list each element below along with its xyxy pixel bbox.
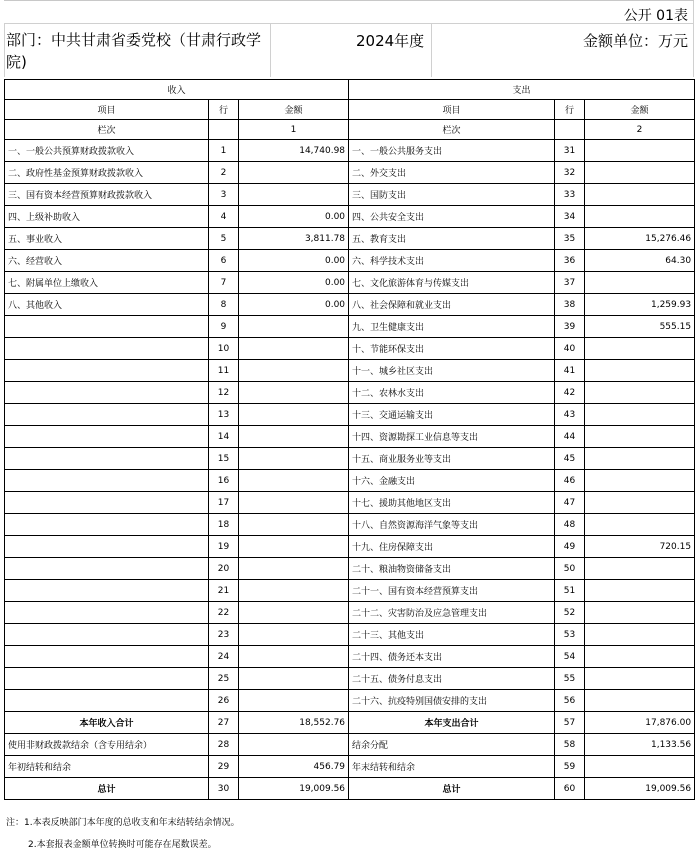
expense-row-number-cell: 45: [555, 448, 585, 470]
income-item-cell: [5, 668, 209, 690]
income-row-number-cell: 4: [209, 206, 239, 228]
income-row-number-cell: 29: [209, 756, 239, 778]
table-row: [5, 668, 695, 690]
section-header-row: [5, 80, 695, 100]
expense-amount-cell: [585, 690, 695, 712]
table-row: [5, 294, 695, 316]
expense-item-cell: 本年支出合计: [349, 712, 555, 734]
expense-row-number-cell: 40: [555, 338, 585, 360]
expense-item-header: 项目: [349, 100, 555, 120]
income-item-cell: 五、事业收入: [5, 228, 209, 250]
expense-item-cell: 六、科学技术支出: [349, 250, 555, 272]
expense-item-cell: 二十一、国有资本经营预算支出: [349, 580, 555, 602]
income-amount-cell: [239, 184, 349, 206]
income-amount-cell: [239, 404, 349, 426]
header-divider-1: [270, 23, 271, 77]
expense-item-cell: 三、国防支出: [349, 184, 555, 206]
expense-row-number-cell: 39: [555, 316, 585, 338]
income-row-number-cell: 2: [209, 162, 239, 184]
expense-row-number-cell: 41: [555, 360, 585, 382]
income-row-number-cell: 14: [209, 426, 239, 448]
income-item-cell: [5, 492, 209, 514]
income-amount-cell: [239, 426, 349, 448]
income-item-cell: [5, 426, 209, 448]
income-row-number-cell: 6: [209, 250, 239, 272]
footnote-2: 2.本套报表金额单位转换时可能存在尾数误差。: [28, 840, 217, 850]
table-row: [5, 690, 695, 712]
expense-item-cell: 二十五、债务付息支出: [349, 668, 555, 690]
income-amount-cell: [239, 360, 349, 382]
income-item-cell: [5, 382, 209, 404]
income-item-cell: [5, 646, 209, 668]
expense-amount-cell: [585, 404, 695, 426]
income-item-cell: [5, 360, 209, 382]
table-row: [5, 228, 695, 250]
income-row-header: 行: [209, 100, 239, 120]
income-item-cell: 使用非财政拨款结余（含专用结余）: [5, 734, 209, 756]
expense-amount-cell: 720.15: [585, 536, 695, 558]
income-item-cell: [5, 514, 209, 536]
report-year: 2024年度: [356, 32, 425, 50]
income-amount-cell: [239, 316, 349, 338]
expense-amount-cell: 19,009.56: [585, 778, 695, 800]
income-amount-cell: 19,009.56: [239, 778, 349, 800]
column-header-row: [5, 100, 695, 120]
expense-item-cell: 一、一般公共服务支出: [349, 140, 555, 162]
income-row-number-cell: 30: [209, 778, 239, 800]
expense-row-number-cell: 42: [555, 382, 585, 404]
income-item-header: 项目: [5, 100, 209, 120]
expense-amount-cell: 1,133.56: [585, 734, 695, 756]
income-amount-cell: [239, 492, 349, 514]
income-section-header: 收入: [5, 80, 349, 100]
expense-row-number-cell: 38: [555, 294, 585, 316]
expense-item-cell: 十五、商业服务业等支出: [349, 448, 555, 470]
table-row: [5, 558, 695, 580]
expense-row-number-cell: 34: [555, 206, 585, 228]
expense-amount-cell: 64.30: [585, 250, 695, 272]
header-divider: [4, 23, 694, 24]
income-row-number-cell: 27: [209, 712, 239, 734]
table-row: [5, 756, 695, 778]
table-row: [5, 536, 695, 558]
expense-item-cell: 二十四、债务还本支出: [349, 646, 555, 668]
income-amount-cell: [239, 338, 349, 360]
expense-item-cell: 十七、援助其他地区支出: [349, 492, 555, 514]
table-row: [5, 360, 695, 382]
expense-amount-cell: [585, 492, 695, 514]
income-amount-cell: [239, 558, 349, 580]
income-amount-cell: 0.00: [239, 250, 349, 272]
income-row-number-cell: 19: [209, 536, 239, 558]
table-row: [5, 272, 695, 294]
expense-row-number-cell: 58: [555, 734, 585, 756]
income-row-number-cell: 13: [209, 404, 239, 426]
table-row: [5, 734, 695, 756]
expense-item-cell: 十九、住房保障支出: [349, 536, 555, 558]
income-amount-cell: [239, 536, 349, 558]
expense-row-number-cell: 33: [555, 184, 585, 206]
income-amount-cell: 456.79: [239, 756, 349, 778]
income-amount-cell: 0.00: [239, 206, 349, 228]
expense-row-number-cell: 54: [555, 646, 585, 668]
income-row-number-cell: 10: [209, 338, 239, 360]
income-amount-cell: [239, 448, 349, 470]
income-item-cell: [5, 602, 209, 624]
income-amount-cell: 0.00: [239, 294, 349, 316]
income-row-number-cell: 15: [209, 448, 239, 470]
header-left-border: [4, 23, 5, 77]
expense-item-cell: 七、文化旅游体育与传媒支出: [349, 272, 555, 294]
table-row: [5, 250, 695, 272]
income-item-cell: [5, 404, 209, 426]
expense-row-number-cell: 35: [555, 228, 585, 250]
expense-amount-cell: [585, 360, 695, 382]
income-amount-cell: [239, 470, 349, 492]
expense-row-number-cell: 57: [555, 712, 585, 734]
expense-row-number-cell: 46: [555, 470, 585, 492]
expense-item-cell: 九、卫生健康支出: [349, 316, 555, 338]
income-row-number-cell: 3: [209, 184, 239, 206]
income-item-cell: [5, 338, 209, 360]
expense-row-number-cell: 31: [555, 140, 585, 162]
expense-amount-cell: [585, 514, 695, 536]
table-row: [5, 338, 695, 360]
expense-item-cell: 结余分配: [349, 734, 555, 756]
expense-item-cell: 二、外交支出: [349, 162, 555, 184]
table-row: [5, 580, 695, 602]
expense-amount-cell: [585, 184, 695, 206]
income-item-cell: [5, 580, 209, 602]
header-right-border: [693, 1, 694, 77]
income-item-cell: 八、其他收入: [5, 294, 209, 316]
amount-unit: 金额单位：万元: [582, 32, 688, 50]
income-amount-cell: [239, 382, 349, 404]
expense-item-cell: 总计: [349, 778, 555, 800]
expense-item-cell: 十三、交通运输支出: [349, 404, 555, 426]
expense-row-number-cell: 49: [555, 536, 585, 558]
header-divider-2: [431, 23, 432, 77]
footnote-1: 注：1.本表反映部门本年度的总收支和年末结转结余情况。: [6, 818, 240, 828]
table-row: [5, 382, 695, 404]
expense-item-cell: 二十三、其他支出: [349, 624, 555, 646]
expense-item-cell: 十、节能环保支出: [349, 338, 555, 360]
income-row-number-cell: 17: [209, 492, 239, 514]
income-amount-cell: [239, 602, 349, 624]
income-item-cell: 年初结转和结余: [5, 756, 209, 778]
expense-item-cell: 十四、资源勘探工业信息等支出: [349, 426, 555, 448]
expense-row-number-cell: 52: [555, 602, 585, 624]
expense-item-cell: 十六、金融支出: [349, 470, 555, 492]
report-header: [4, 0, 694, 77]
income-amount-cell: [239, 690, 349, 712]
income-expense-table: [4, 79, 695, 800]
expense-order-label: 栏次: [349, 120, 555, 140]
expense-row-number-cell: 44: [555, 426, 585, 448]
table-row: [5, 162, 695, 184]
table-row: [5, 492, 695, 514]
expense-amount-cell: [585, 470, 695, 492]
income-amount-cell: [239, 646, 349, 668]
expense-amount-cell: [585, 602, 695, 624]
income-amount-header: 金额: [239, 100, 349, 120]
table-row: [5, 602, 695, 624]
expense-amount-cell: 15,276.46: [585, 228, 695, 250]
income-row-number-cell: 12: [209, 382, 239, 404]
table-row: [5, 448, 695, 470]
expense-amount-cell: [585, 338, 695, 360]
expense-item-cell: 二十六、抗疫特别国债安排的支出: [349, 690, 555, 712]
expense-row-number-cell: 59: [555, 756, 585, 778]
table-row: [5, 712, 695, 734]
expense-amount-cell: [585, 272, 695, 294]
income-row-number-cell: 5: [209, 228, 239, 250]
table-row: [5, 624, 695, 646]
income-amount-cell: [239, 514, 349, 536]
income-item-cell: [5, 448, 209, 470]
income-amount-cell: [239, 668, 349, 690]
table-row: [5, 184, 695, 206]
expense-amount-cell: [585, 624, 695, 646]
income-order-label: 栏次: [5, 120, 209, 140]
income-item-cell: 本年收入合计: [5, 712, 209, 734]
income-row-number-cell: 7: [209, 272, 239, 294]
expense-column-number: 2: [585, 120, 695, 140]
expense-amount-cell: [585, 756, 695, 778]
footnotes: [6, 812, 240, 856]
table-row: [5, 778, 695, 800]
income-item-cell: 三、国有资本经营预算财政拨款收入: [5, 184, 209, 206]
expense-row-header: 行: [555, 100, 585, 120]
expense-item-cell: 二十、粮油物资储备支出: [349, 558, 555, 580]
table-row: [5, 646, 695, 668]
income-row-number-cell: 28: [209, 734, 239, 756]
table-code: 公开 01表: [623, 8, 688, 24]
expense-item-cell: 十二、农林水支出: [349, 382, 555, 404]
income-item-cell: 六、经营收入: [5, 250, 209, 272]
income-row-number-cell: 26: [209, 690, 239, 712]
expense-section-header: 支出: [349, 80, 695, 100]
expense-amount-cell: 1,259.93: [585, 294, 695, 316]
income-column-number: 1: [239, 120, 349, 140]
expense-row-number-cell: 37: [555, 272, 585, 294]
column-order-row: [5, 120, 695, 140]
table-row: [5, 206, 695, 228]
income-amount-cell: [239, 734, 349, 756]
income-row-number-cell: 18: [209, 514, 239, 536]
income-item-cell: [5, 690, 209, 712]
expense-amount-cell: 555.15: [585, 316, 695, 338]
income-row-number-cell: 21: [209, 580, 239, 602]
expense-amount-cell: [585, 140, 695, 162]
income-item-cell: [5, 316, 209, 338]
table-row: [5, 404, 695, 426]
income-amount-cell: 3,811.78: [239, 228, 349, 250]
expense-row-number-cell: 51: [555, 580, 585, 602]
income-row-number-cell: 24: [209, 646, 239, 668]
expense-row-number-cell: 36: [555, 250, 585, 272]
expense-row-number-cell: 60: [555, 778, 585, 800]
expense-amount-cell: 17,876.00: [585, 712, 695, 734]
expense-row-number-cell: 48: [555, 514, 585, 536]
income-amount-cell: [239, 624, 349, 646]
table-row: [5, 316, 695, 338]
income-item-cell: 总计: [5, 778, 209, 800]
expense-row-number-cell: 32: [555, 162, 585, 184]
table-row: [5, 514, 695, 536]
expense-amount-cell: [585, 382, 695, 404]
expense-item-cell: 十八、自然资源海洋气象等支出: [349, 514, 555, 536]
income-row-number-cell: 16: [209, 470, 239, 492]
expense-item-cell: 年末结转和结余: [349, 756, 555, 778]
expense-amount-cell: [585, 558, 695, 580]
expense-row-number-cell: 56: [555, 690, 585, 712]
income-item-cell: [5, 470, 209, 492]
income-item-cell: 一、一般公共预算财政拨款收入: [5, 140, 209, 162]
expense-amount-cell: [585, 580, 695, 602]
table-row: [5, 470, 695, 492]
expense-row-number-cell: 47: [555, 492, 585, 514]
expense-amount-header: 金额: [585, 100, 695, 120]
expense-amount-cell: [585, 426, 695, 448]
table-row: [5, 426, 695, 448]
income-item-cell: [5, 624, 209, 646]
income-row-number-cell: 8: [209, 294, 239, 316]
income-item-cell: 七、附属单位上缴收入: [5, 272, 209, 294]
expense-row-number-cell: 55: [555, 668, 585, 690]
income-row-number-cell: 22: [209, 602, 239, 624]
income-row-number-cell: 23: [209, 624, 239, 646]
expense-amount-cell: [585, 448, 695, 470]
department-name: 部门：中共甘肃省委党校（甘肃行政学院): [6, 31, 262, 71]
income-item-cell: [5, 536, 209, 558]
table-row: [5, 140, 695, 162]
income-amount-cell: [239, 162, 349, 184]
income-row-number-cell: 1: [209, 140, 239, 162]
income-row-number-cell: 11: [209, 360, 239, 382]
expense-amount-cell: [585, 668, 695, 690]
income-amount-cell: 0.00: [239, 272, 349, 294]
expense-item-cell: 二十二、灾害防治及应急管理支出: [349, 602, 555, 624]
expense-item-cell: 四、公共安全支出: [349, 206, 555, 228]
income-amount-cell: [239, 580, 349, 602]
income-amount-cell: 18,552.76: [239, 712, 349, 734]
income-item-cell: 二、政府性基金预算财政拨款收入: [5, 162, 209, 184]
expense-row-number-cell: 53: [555, 624, 585, 646]
income-row-number-cell: 25: [209, 668, 239, 690]
income-item-cell: 四、上级补助收入: [5, 206, 209, 228]
income-item-cell: [5, 558, 209, 580]
income-row-number-cell: 20: [209, 558, 239, 580]
expense-amount-cell: [585, 646, 695, 668]
income-amount-cell: 14,740.98: [239, 140, 349, 162]
expense-item-cell: 八、社会保障和就业支出: [349, 294, 555, 316]
expense-row-number-cell: 50: [555, 558, 585, 580]
expense-amount-cell: [585, 206, 695, 228]
expense-order-blank: [555, 120, 585, 140]
income-order-blank: [209, 120, 239, 140]
expense-item-cell: 十一、城乡社区支出: [349, 360, 555, 382]
expense-item-cell: 五、教育支出: [349, 228, 555, 250]
expense-amount-cell: [585, 162, 695, 184]
expense-row-number-cell: 43: [555, 404, 585, 426]
income-row-number-cell: 9: [209, 316, 239, 338]
